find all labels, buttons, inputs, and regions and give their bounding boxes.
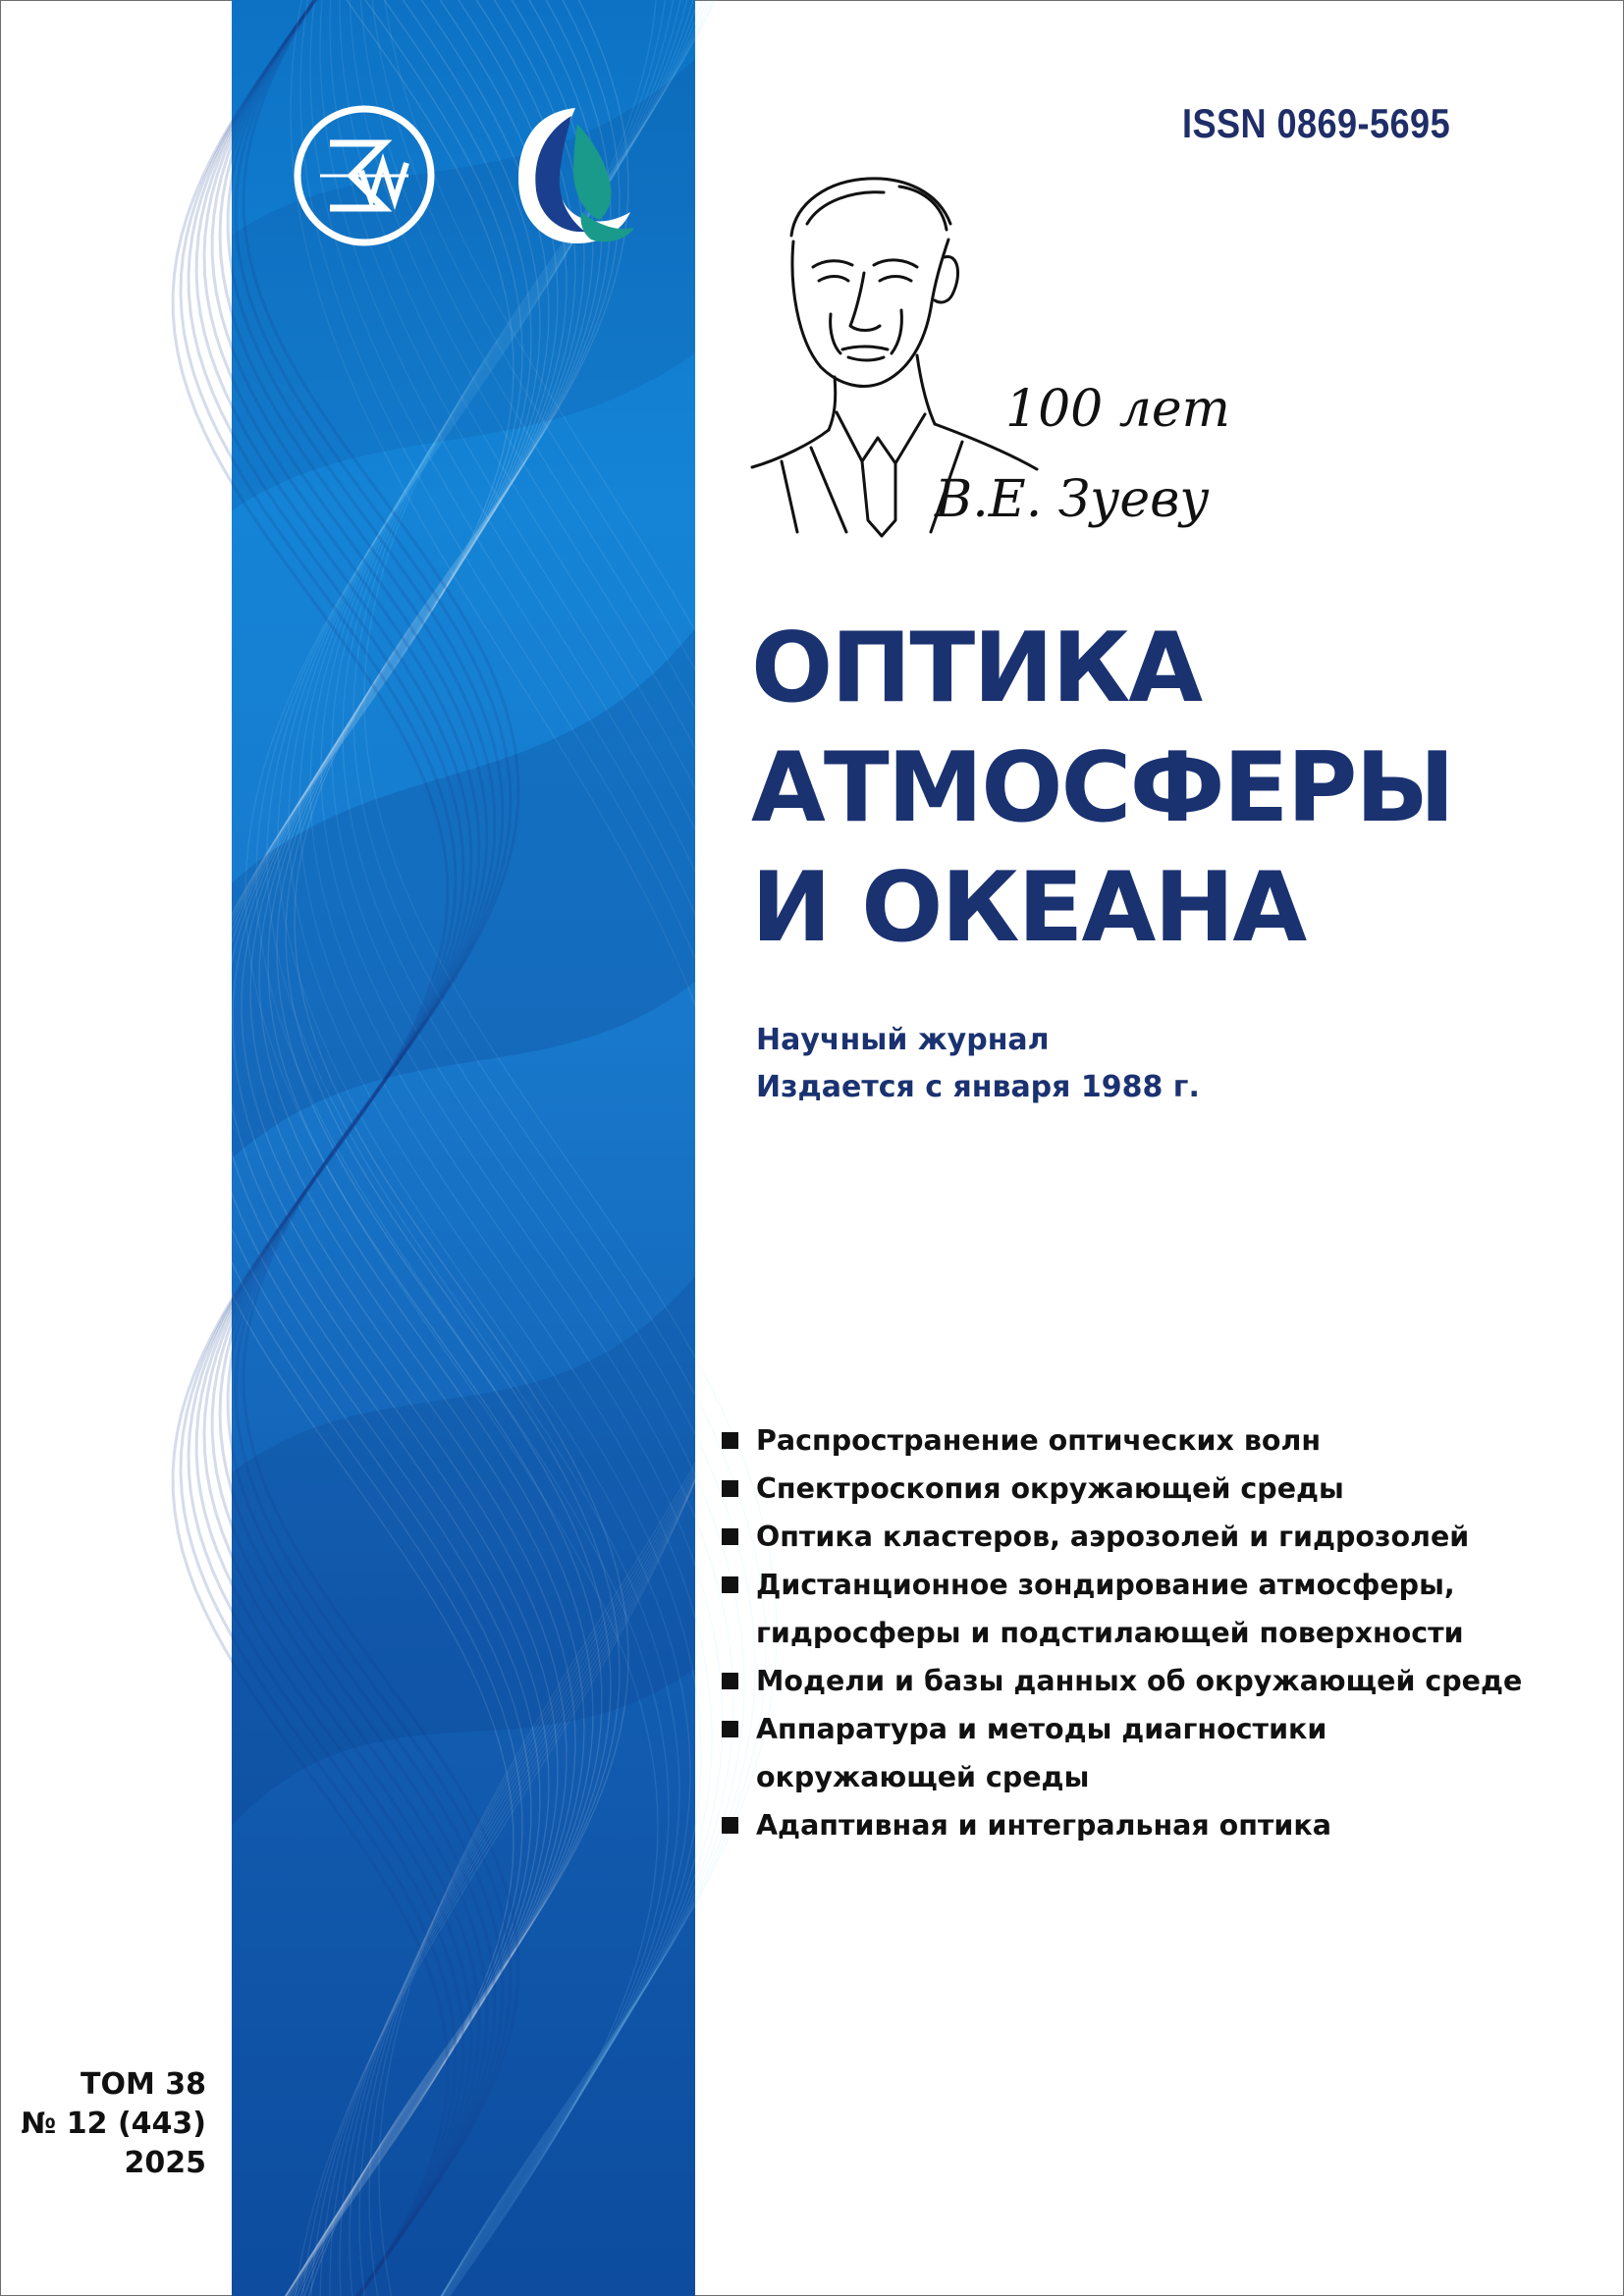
issue-number: № 12 (443) — [21, 2107, 206, 2141]
topic-line: Адаптивная и интегральная оптика — [756, 1809, 1331, 1842]
journal-type: Научный журнал — [756, 1023, 1050, 1057]
q-wave-logo-icon — [513, 102, 638, 249]
topic-line: гидросферы и подстилающей поверхности — [756, 1617, 1464, 1649]
issn-number: ISSN 0869-5695 — [1182, 100, 1451, 146]
list-item — [719, 1801, 1602, 1849]
journal-title-line: АТМОСФЕРЫ — [751, 732, 1453, 844]
list-item — [719, 1705, 1602, 1801]
square-bullet-icon — [722, 1480, 738, 1497]
square-bullet-icon — [722, 1432, 738, 1449]
square-bullet-icon — [722, 1721, 738, 1737]
list-item — [719, 1561, 1602, 1657]
journal-title — [751, 609, 1453, 968]
issue-year: 2025 — [124, 2146, 206, 2180]
journal-founded: Издается с января 1988 г. — [756, 1070, 1200, 1104]
journal-title-line: И ОКЕАНА — [751, 852, 1306, 964]
list-item — [719, 1513, 1602, 1561]
square-bullet-icon — [722, 1528, 738, 1545]
topic-line: Дистанционное зондирование атмосферы, — [756, 1569, 1455, 1601]
portrait-sketch-image — [752, 167, 1230, 540]
journal-title-line: ОПТИКА — [751, 613, 1202, 724]
list-item — [719, 1465, 1602, 1513]
blue-decorative-band — [232, 0, 695, 2296]
wave-swoosh — [232, 1276, 695, 1826]
topic-line: Аппаратура и методы диагностики — [756, 1713, 1327, 1745]
list-item — [719, 1416, 1602, 1465]
square-bullet-icon — [722, 1673, 738, 1689]
sigma-waves-logo-icon — [291, 102, 438, 249]
square-bullet-icon — [722, 1576, 738, 1593]
topic-line: Распространение оптических волн — [756, 1424, 1322, 1457]
square-bullet-icon — [722, 1817, 738, 1834]
journal-subtitle — [756, 1017, 1200, 1111]
wave-swoosh — [232, 628, 695, 1158]
volume-label: ТОМ 38 — [80, 2067, 206, 2102]
portrait-caption-years: 100 лет — [1005, 380, 1230, 439]
list-item — [719, 1657, 1602, 1705]
topic-line: Спектроскопия окружающей среды — [756, 1472, 1344, 1505]
wave-pattern — [232, 0, 695, 2296]
topic-line: Оптика кластеров, аэрозолей и гидрозолей — [756, 1521, 1470, 1553]
issue-info — [20, 2065, 206, 2183]
topic-line: Модели и базы данных об окружающей среде — [756, 1665, 1523, 1697]
topic-line: окружающей среды — [756, 1761, 1090, 1793]
portrait-caption-name: В.Е. Зуеву — [935, 470, 1210, 529]
topics-list — [719, 1416, 1602, 1849]
